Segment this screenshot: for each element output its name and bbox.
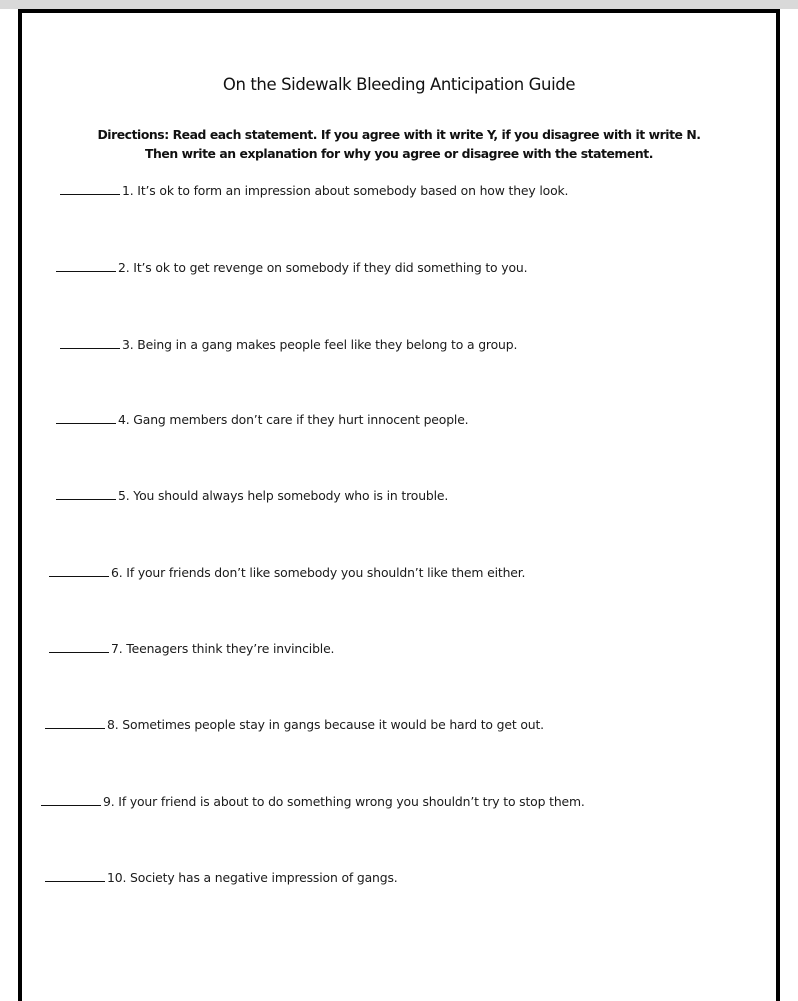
statement-item (49, 565, 525, 580)
statement-text: 5. You should always help somebody who is in trouble. (118, 488, 449, 503)
statement-text: 6. If your friends don’t like somebody you shouldn’t like them either. (111, 565, 526, 580)
statement-item (56, 412, 468, 427)
statement-item (60, 337, 517, 352)
statement-text: 2. It’s ok to get revenge on somebody if they did something to you. (118, 260, 528, 275)
answer-blank[interactable] (49, 641, 109, 653)
viewer-top-bar (0, 0, 798, 9)
answer-blank[interactable] (56, 260, 116, 272)
statement-item (49, 641, 334, 656)
answer-blank[interactable] (45, 870, 105, 882)
directions-line-1: Directions: Read each statement. If you agree with it write Y, if you disagree with it write N. (97, 127, 701, 142)
directions (22, 125, 776, 163)
answer-blank[interactable] (56, 488, 116, 500)
statement-item (56, 260, 527, 275)
document-page (18, 9, 780, 1001)
answer-blank[interactable] (60, 337, 120, 349)
answer-blank[interactable] (56, 412, 116, 424)
statement-text: 7. Teenagers think they’re invincible. (111, 641, 335, 656)
statement-text: 9. If your friend is about to do something wrong you shouldn’t try to stop them. (103, 794, 585, 809)
answer-blank[interactable] (49, 565, 109, 577)
statement-item (45, 717, 544, 732)
page-title: On the Sidewalk Bleeding Anticipation Guide (222, 75, 576, 94)
answer-blank[interactable] (41, 794, 101, 806)
statement-text: 1. It’s ok to form an impression about somebody based on how they look. (122, 183, 569, 198)
statement-item (45, 870, 398, 885)
statement-text: 8. Sometimes people stay in gangs because it would be hard to get out. (107, 717, 544, 732)
statement-text: 10. Society has a negative impression of gangs. (107, 870, 398, 885)
statement-item (60, 183, 568, 198)
statement-text: 4. Gang members don’t care if they hurt innocent people. (118, 412, 469, 427)
answer-blank[interactable] (45, 717, 105, 729)
statement-item (56, 488, 448, 503)
statement-text: 3. Being in a gang makes people feel like they belong to a group. (122, 337, 518, 352)
directions-line-2: Then write an explanation for why you agree or disagree with the statement. (145, 146, 653, 161)
statement-item (41, 794, 585, 809)
answer-blank[interactable] (60, 183, 120, 195)
